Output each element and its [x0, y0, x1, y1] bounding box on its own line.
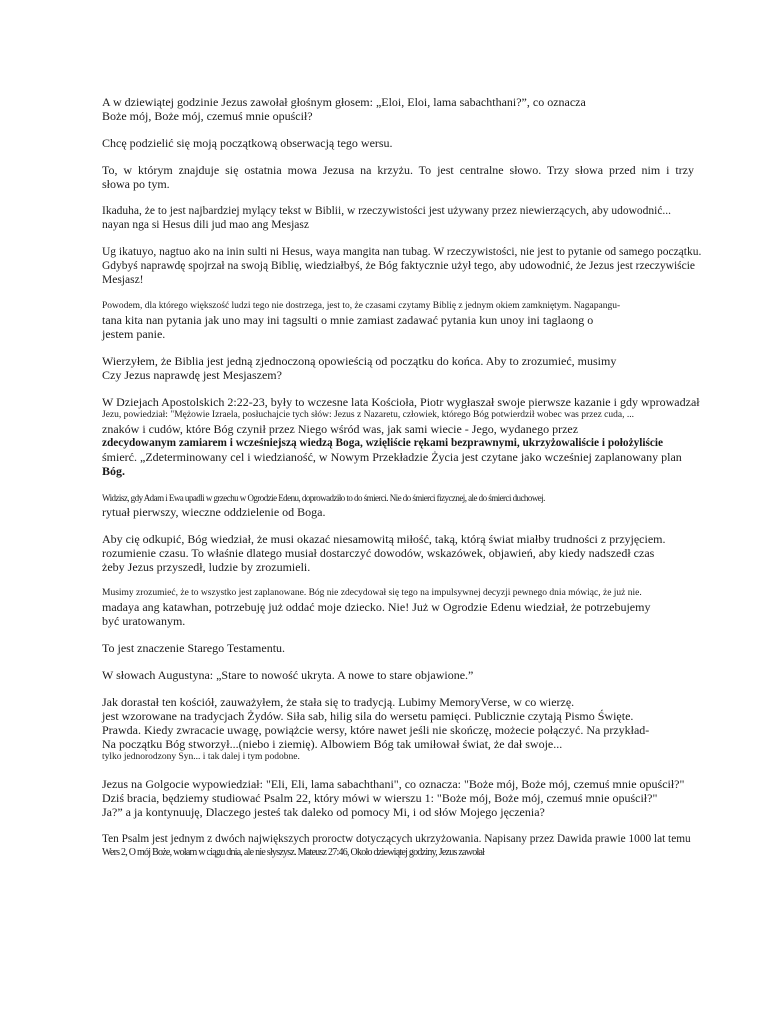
paragraph-1 [102, 95, 742, 123]
text-line: słowa po tym. [102, 177, 170, 191]
paragraph-6 [102, 300, 742, 341]
text-line: być uratowanym. [102, 614, 186, 628]
text-line: Widzisz, gdy Adam i Ewa upadli w grzechu w Ogrodzie Edenu, doprowadziło to do śmierci. Nie do śmierci fizycznej, ale do śmierci duchowej. [102, 493, 545, 503]
text-line: Dziś bracia, będziemy studiować Psalm 22, który mówi w wierszu 1: "Boże mój, Boże mój, czemuś mnie opuścił?" [102, 791, 658, 805]
text-line: Boże mój, Boże mój, czemuś mnie opuścił? [102, 109, 313, 123]
paragraph-11 [102, 587, 742, 628]
paragraph-9 [102, 491, 742, 519]
text-line: W słowach Augustyna: „Stare to nowość ukryta. A nowe to stare objawione.” [102, 668, 474, 682]
paragraph-13 [102, 668, 742, 682]
text-line: Ug ikatuyo, nagtuo ako na inin sulti ni Hesus, waya mangita nan tubag. W rzeczywistości, nie jest to pytanie od samego początku. [102, 246, 702, 258]
paragraph-10 [102, 532, 742, 574]
paragraph-15 [102, 777, 742, 819]
text-line: Czy Jezus naprawdę jest Mesjaszem? [102, 368, 282, 382]
text-line: Musimy zrozumieć, że to wszystko jest zaplanowane. Bóg nie zdecydował się tego na impulsywnej decyzji pewnego dnia mówiąc, że już nie. [102, 588, 642, 598]
text-line: A w dziewiątej godzinie Jezus zawołał głośnym głosem: „Eloi, Eloi, lama sabachthani?”, co oznacza [102, 95, 586, 109]
text-line: zdecydowanym zamiarem i wcześniejszą wiedzą Boga, wzięliście rękami bezprawnymi, ukrzyżowaliście i położyliście [102, 437, 664, 449]
text-line: Bóg. [102, 464, 126, 478]
text-line: Wers 2, O mój Boże, wołam w ciągu dnia, ale nie słyszysz. Mateusz 27:46, Około dziewiątej godziny, Jezus zawołał [102, 847, 485, 858]
text-line: Ikaduha, że to jest najbardziej mylący tekst w Biblii, w rzeczywistości jest używany przez niewierzących, aby udowodnić... [102, 205, 672, 217]
text-line: Wierzyłem, że Biblia jest jedną zjednoczoną opowieścią od początku do końca. Aby to zrozumieć, musimy [102, 354, 617, 368]
paragraph-5 [102, 245, 742, 287]
text-line: Aby cię odkupić, Bóg wiedział, że musi okazać niesamowitą miłość, taką, którą świat miałby trudności z przyjęciem. [102, 532, 666, 546]
text-line: Gdybyś naprawdę spojrzał na swoją Biblię, wiedziałbyś, że Bóg faktycznie użył tego, aby udowodnić, że Jezus jest rzeczywiście [102, 260, 696, 272]
paragraph-7 [102, 354, 742, 382]
text-line: rozumienie czasu. To właśnie dlatego musiał dostarczyć dowodów, wskazówek, objawień, aby kiedy nadszedł czas [102, 546, 655, 560]
text-line: Jezu, powiedział: "Mężowie Izraela, posłuchajcie tych słów: Jezus z Nazaretu, człowiek, którego Bóg potwierdził wobec was przez cuda, ... [102, 410, 634, 420]
text-line: To jest znaczenie Starego Testamentu. [102, 641, 286, 655]
text-line: Prawda. Kiedy zwracacie uwagę, powiążcie wersy, które nawet jeśli nie skończę, możecie połączyć. Na przykład- [102, 723, 650, 737]
paragraph-14 [102, 695, 742, 764]
text-line: rytuał pierwszy, wieczne oddzielenie od Boga. [102, 505, 326, 519]
text-line: Jak dorastał ten kościół, zauważyłem, że stała się to tradycją. Lubimy MemoryVerse, w co wierzę. [102, 695, 575, 709]
text-line: jest wzorowane na tradycjach Żydów. Siła sab, hilig sila do wersetu pamięci. Publicznie czytają Pismo Święte. [102, 709, 634, 723]
paragraph-4 [102, 204, 742, 232]
text-line: Jezus na Golgocie wypowiedział: "Eli, Eli, lama sabachthani", co oznacza: "Boże mój, Boże mój, czemuś mnie opuścił?" [102, 777, 685, 791]
text-line: W Dziejach Apostolskich 2:22-23, były to wczesne lata Kościoła, Piotr wygłaszał swoje pierwsze kazanie i gdy wprowadzał [102, 395, 700, 409]
text-line: Chcę podzielić się moją początkową obserwacją tego wersu. [102, 136, 393, 150]
text-line: nayan nga si Hesus dili jud mao ang Mesjasz [102, 219, 309, 231]
text-line: jestem panie. [102, 327, 166, 341]
document-page [102, 95, 742, 873]
text-line: Ten Psalm jest jednym z dwóch największych proroctw dotyczących ukrzyżowania. Napisany przez Dawida prawie 1000 lat temu [102, 833, 691, 845]
text-line: żeby Jezus przyszedł, ludzie by zrozumieli. [102, 560, 311, 574]
text-line: Na początku Bóg stworzył...(niebo i ziemię). Albowiem Bóg tak umiłował świat, że dał swoje... [102, 737, 563, 751]
paragraph-16 [102, 832, 742, 860]
text-line: Mesjasz! [102, 274, 144, 286]
paragraph-8 [102, 395, 742, 478]
text-line: To, w którym znajduje się ostatnia mowa Jezusa na krzyżu. To jest centralne słowo. Trzy słowa przed nim i trzy [102, 163, 694, 177]
text-line: tylko jednorodzony Syn... i tak dalej i tym podobne. [102, 752, 300, 762]
text-line: Powodem, dla którego większość ludzi tego nie dostrzega, jest to, że czasami czytamy Biblię z jednym okiem zamkniętym. Nagapangu- [102, 301, 621, 311]
paragraph-3 [102, 163, 742, 191]
text-line: Ja?” a ja kontynuuję, Dlaczego jesteś tak daleko od pomocy Mi, i od słów Mojego jęczenia? [102, 805, 545, 819]
text-line: znaków i cudów, które Bóg czynił przez Niego wśród was, jak sami wiecie - Jego, wydanego przez [102, 422, 579, 436]
paragraph-12 [102, 641, 742, 655]
paragraph-2 [102, 136, 742, 150]
text-line: tana kita nan pytania jak uno may ini tagsulti o mnie zamiast zadawać pytania kun unoy ini taglaong o [102, 313, 594, 327]
text-line: madaya ang katawhan, potrzebuję już oddać moje dziecko. Nie! Już w Ogrodzie Edenu wiedział, że potrzebujemy [102, 600, 651, 614]
text-line: śmierć. „Zdeterminowany cel i wiedzianość, w Nowym Przekładzie Życia jest czytane jako wcześniej zaplanowany plan [102, 450, 682, 464]
